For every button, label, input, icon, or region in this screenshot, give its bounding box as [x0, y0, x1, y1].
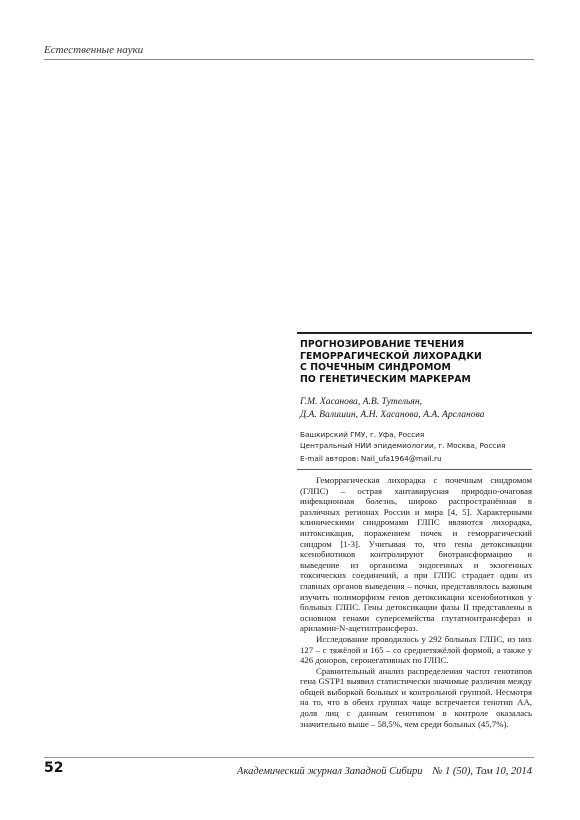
page-number: 52: [44, 760, 64, 776]
title-top-rule: [297, 332, 532, 334]
author-email: E-mail авторов: Nail_ufa1964@mail.ru: [300, 454, 442, 463]
affiliations: [300, 430, 532, 451]
title-line: ГЕМОРРАГИЧЕСКОЙ ЛИХОРАДКИ: [300, 350, 482, 362]
authors-line: Д.А. Валишин, А.Н. Хасанова, А.А. Арсланова: [300, 408, 485, 420]
affiliation: Башкирский ГМУ, г. Уфа, Россия: [300, 430, 425, 439]
section-label: Естественные науки: [44, 44, 144, 56]
title-line: С ПОЧЕЧНЫМ СИНДРОМОМ: [300, 362, 451, 373]
article-body: [300, 475, 532, 729]
article-authors: [300, 396, 532, 421]
title-line: ПО ГЕНЕТИЧЕСКИМ МАРКЕРАМ: [300, 373, 471, 385]
affiliation: Центральный НИИ эпидемиологии, г. Москва, Россия: [300, 440, 506, 450]
journal-issue: № 1 (50), Том 10, 2014: [432, 766, 532, 777]
article-title: [300, 339, 532, 385]
footer-divider: [44, 757, 534, 758]
divider: [297, 469, 532, 470]
paragraph: Исследование проводилось у 292 больных ГЛПС, из них 127 – с тяжёлой и 165 – со среднетяжёлой формой, а также у 426 доноров, серонегативных по ГЛПС.: [300, 633, 532, 666]
authors-line: Г.М. Хасанова, А.В. Тутельян,: [300, 396, 423, 407]
journal-info: [227, 766, 532, 777]
paragraph: Сравнительный анализ распределения частот генотипов гена GSTP1 выявил статистически значимые различия между общей выборкой больных и контрольной группой. Несмотря на то, что в обеих группах чаще встречается генотип АА, доля лиц с данным генотипом в контроле оказалась значительно выше – 58,5%, чем среди больных (45,7%).: [300, 665, 532, 729]
title-line: ПРОГНОЗИРОВАНИЕ ТЕЧЕНИЯ: [300, 339, 465, 350]
journal-name: Академический журнал Западной Сибири: [237, 766, 423, 777]
running-header: [44, 44, 534, 60]
paragraph: Геморрагическая лихорадка с почечным синдромом (ГЛПС) – острая хантавирусная природно-очаговая инфекционная болезнь, широко распространённая в различных регионах России и мира [4, 5]. Характерными клиническими синдромами ГЛПС являются лихорадка, интоксикация, поражением почек и геморрагический синдром [1-3]. Учитывая то, что гены детоксикации ксенобиотиков контролируют биотрансформацию и выведение из организма эндогенных и экзогенных токсических соединений, а при ГЛПС страдает один из главных органов выведения – почки, представлялось важным изучить полиморфизм генов детоксикации ксенобиотиков у больных ГЛПС. Гены детоксикации фазы II представлены в основном генами суперсемейства глутатионтрансфераз и ариламин-N-ацетилтрансфераз.: [300, 475, 532, 634]
